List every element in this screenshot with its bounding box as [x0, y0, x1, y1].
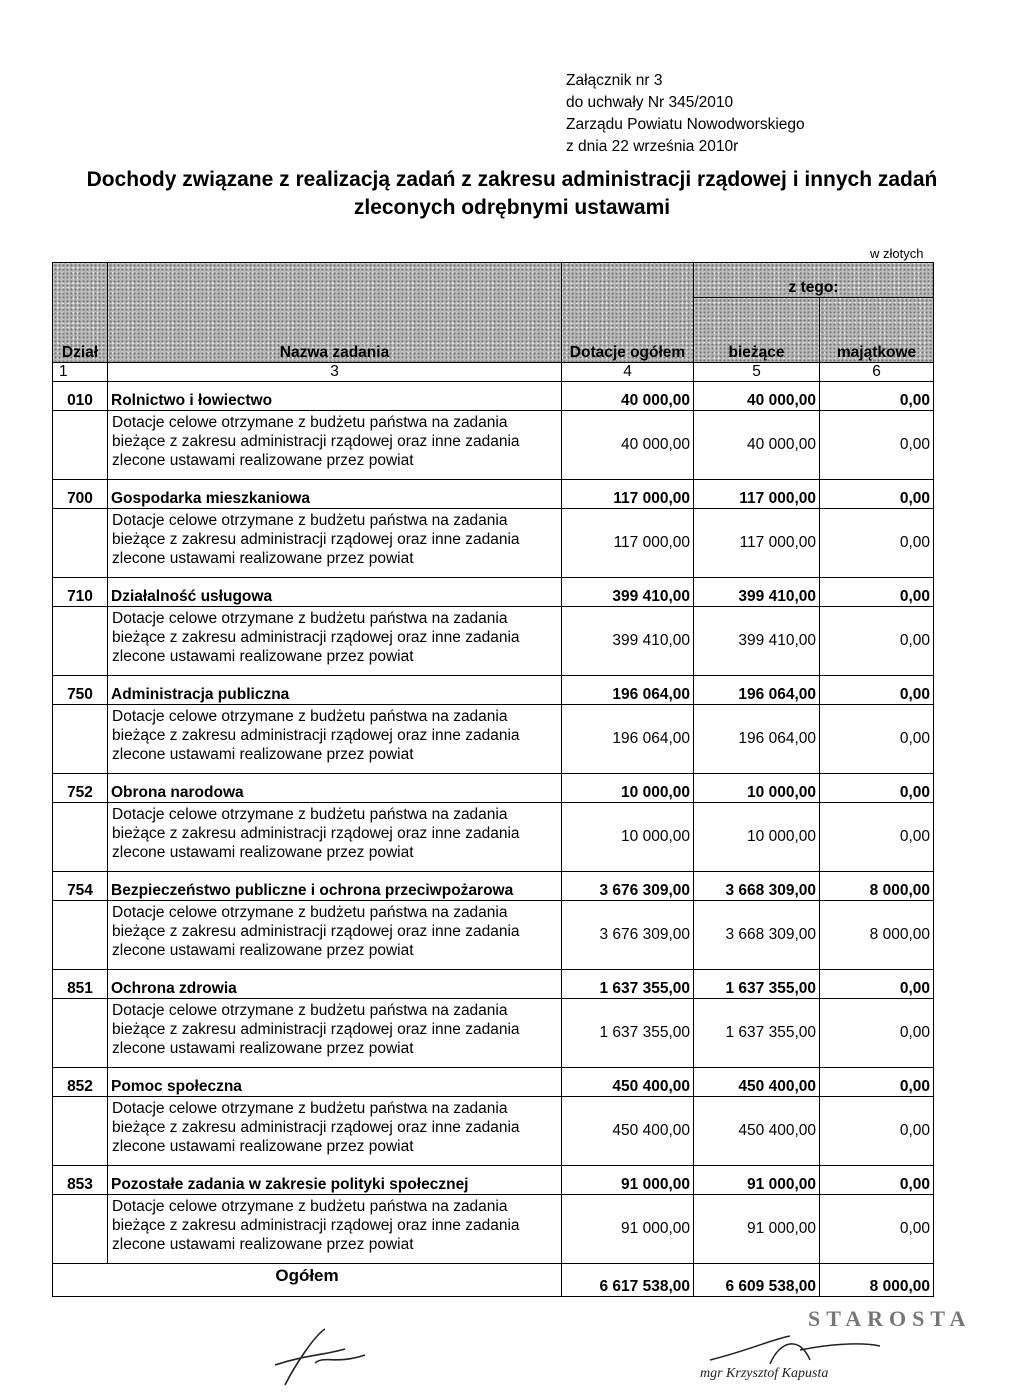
- section-majatkowe: 0,00: [820, 970, 934, 999]
- section-name: Bezpieczeństwo publiczne i ochrona przeciwpożarowa: [108, 872, 562, 901]
- detail-majatkowe: 0,00: [820, 803, 934, 872]
- detail-biezace: 91 000,00: [694, 1195, 820, 1264]
- section-biezace: 10 000,00: [694, 774, 820, 803]
- section-total: 450 400,00: [562, 1068, 694, 1097]
- header-biezace: bieżące: [694, 298, 820, 363]
- detail-description: [108, 803, 562, 872]
- detail-text-line2: bieżące z zakresu administracji rządowej oraz inne zadania: [112, 1021, 520, 1038]
- section-row: [53, 1166, 934, 1195]
- section-biezace: 399 410,00: [694, 578, 820, 607]
- detail-text-line1: Dotacje celowe otrzymane z budżetu państwa na zadania: [112, 1002, 508, 1019]
- board-name: Zarządu Powiatu Nowodworskiego: [566, 116, 805, 133]
- section-row: [53, 578, 934, 607]
- attachment-header: [566, 70, 805, 158]
- currency-unit: w złotych: [870, 246, 924, 261]
- detail-majatkowe: 0,00: [820, 607, 934, 676]
- detail-majatkowe: 0,00: [820, 1195, 934, 1264]
- detail-total: 1 637 355,00: [562, 999, 694, 1068]
- col-index-5: 5: [694, 363, 820, 382]
- handwritten-signature-left: [255, 1325, 375, 1394]
- detail-text-line3: zlecone ustawami realizowane przez powiat: [112, 844, 414, 861]
- total-label: Ogółem: [53, 1264, 562, 1297]
- header-nazwa-zadania: Nazwa zadania: [108, 263, 562, 363]
- dzial-blank: [53, 411, 108, 480]
- section-row: [53, 382, 934, 411]
- detail-biezace: 450 400,00: [694, 1097, 820, 1166]
- section-row: [53, 970, 934, 999]
- section-total: 117 000,00: [562, 480, 694, 509]
- dzial-code: 853: [53, 1166, 108, 1195]
- section-row: [53, 676, 934, 705]
- detail-total: 91 000,00: [562, 1195, 694, 1264]
- detail-biezace: 117 000,00: [694, 509, 820, 578]
- detail-majatkowe: 8 000,00: [820, 901, 934, 970]
- dzial-blank: [53, 1195, 108, 1264]
- col-index-6: 6: [820, 363, 934, 382]
- detail-total: 450 400,00: [562, 1097, 694, 1166]
- detail-majatkowe: 0,00: [820, 999, 934, 1068]
- detail-majatkowe: 0,00: [820, 1097, 934, 1166]
- detail-text-line1: Dotacje celowe otrzymane z budżetu państwa na zadania: [112, 904, 508, 921]
- dzial-blank: [53, 705, 108, 774]
- detail-majatkowe: 0,00: [820, 509, 934, 578]
- detail-majatkowe: 0,00: [820, 705, 934, 774]
- detail-text-line2: bieżące z zakresu administracji rządowej oraz inne zadania: [112, 1119, 520, 1136]
- total-majatkowe: 8 000,00: [820, 1264, 934, 1297]
- section-biezace: 450 400,00: [694, 1068, 820, 1097]
- header-dzial: Dział: [53, 263, 108, 363]
- section-majatkowe: 0,00: [820, 578, 934, 607]
- detail-biezace: 196 064,00: [694, 705, 820, 774]
- detail-row: [53, 705, 934, 774]
- detail-total: 196 064,00: [562, 705, 694, 774]
- detail-text-line3: zlecone ustawami realizowane przez powiat: [112, 746, 414, 763]
- detail-text-line1: Dotacje celowe otrzymane z budżetu państwa na zadania: [112, 806, 508, 823]
- section-majatkowe: 0,00: [820, 1166, 934, 1195]
- header-majatkowe: majątkowe: [820, 298, 934, 363]
- dzial-blank: [53, 1097, 108, 1166]
- section-total: 3 676 309,00: [562, 872, 694, 901]
- detail-text-line2: bieżące z zakresu administracji rządowej oraz inne zadania: [112, 727, 520, 744]
- dzial-blank: [53, 803, 108, 872]
- section-majatkowe: 0,00: [820, 774, 934, 803]
- detail-description: [108, 411, 562, 480]
- section-total: 196 064,00: [562, 676, 694, 705]
- detail-row: [53, 607, 934, 676]
- dzial-code: 852: [53, 1068, 108, 1097]
- section-name: Gospodarka mieszkaniowa: [108, 480, 562, 509]
- section-name: Obrona narodowa: [108, 774, 562, 803]
- section-total: 10 000,00: [562, 774, 694, 803]
- detail-description: [108, 1195, 562, 1264]
- detail-text-line3: zlecone ustawami realizowane przez powiat: [112, 1040, 414, 1057]
- detail-text-line2: bieżące z zakresu administracji rządowej oraz inne zadania: [112, 629, 520, 646]
- detail-description: [108, 901, 562, 970]
- col-index-3: 3: [108, 363, 562, 382]
- detail-text-line1: Dotacje celowe otrzymane z budżetu państwa na zadania: [112, 1100, 508, 1117]
- title-line-1: Dochody związane z realizacją zadań z zakresu administracji rządowej i innych zadań: [86, 168, 938, 191]
- detail-total: 40 000,00: [562, 411, 694, 480]
- section-name: Pozostałe zadania w zakresie polityki społecznej: [108, 1166, 562, 1195]
- detail-text-line3: zlecone ustawami realizowane przez powiat: [112, 1138, 414, 1155]
- header-dotacje-ogolem: Dotacje ogółem: [562, 263, 694, 363]
- col-index-1: 1: [53, 363, 108, 382]
- section-total: 1 637 355,00: [562, 970, 694, 999]
- title-line-2: zleconych odrębnymi ustawami: [353, 196, 671, 219]
- dzial-code: 010: [53, 382, 108, 411]
- detail-text-line2: bieżące z zakresu administracji rządowej oraz inne zadania: [112, 923, 520, 940]
- detail-biezace: 3 668 309,00: [694, 901, 820, 970]
- detail-row: [53, 1195, 934, 1264]
- detail-text-line1: Dotacje celowe otrzymane z budżetu państwa na zadania: [112, 610, 508, 627]
- detail-text-line2: bieżące z zakresu administracji rządowej oraz inne zadania: [112, 433, 520, 450]
- detail-description: [108, 1097, 562, 1166]
- detail-description: [108, 999, 562, 1068]
- resolution-number: do uchwały Nr 345/2010: [566, 94, 734, 111]
- detail-row: [53, 803, 934, 872]
- section-name: Działalność usługowa: [108, 578, 562, 607]
- dzial-code: 700: [53, 480, 108, 509]
- section-row: [53, 480, 934, 509]
- detail-text-line3: zlecone ustawami realizowane przez powiat: [112, 550, 414, 567]
- detail-total: 3 676 309,00: [562, 901, 694, 970]
- signer-name: mgr Krzysztof Kapusta: [700, 1366, 829, 1381]
- col-index-4: 4: [562, 363, 694, 382]
- dzial-blank: [53, 607, 108, 676]
- official-stamp: STAROSTA: [808, 1306, 972, 1331]
- detail-total: 10 000,00: [562, 803, 694, 872]
- income-table: [52, 262, 934, 1297]
- section-majatkowe: 0,00: [820, 676, 934, 705]
- section-biezace: 196 064,00: [694, 676, 820, 705]
- total-dotacje: 6 617 538,00: [562, 1264, 694, 1297]
- section-biezace: 3 668 309,00: [694, 872, 820, 901]
- total-biezace: 6 609 538,00: [694, 1264, 820, 1297]
- detail-text-line2: bieżące z zakresu administracji rządowej oraz inne zadania: [112, 1217, 520, 1234]
- section-name: Ochrona zdrowia: [108, 970, 562, 999]
- section-biezace: 40 000,00: [694, 382, 820, 411]
- detail-biezace: 399 410,00: [694, 607, 820, 676]
- detail-total: 399 410,00: [562, 607, 694, 676]
- section-total: 399 410,00: [562, 578, 694, 607]
- dzial-blank: [53, 901, 108, 970]
- detail-description: [108, 509, 562, 578]
- total-row: [53, 1264, 934, 1297]
- section-majatkowe: 0,00: [820, 480, 934, 509]
- detail-text-line3: zlecone ustawami realizowane przez powiat: [112, 942, 414, 959]
- detail-biezace: 40 000,00: [694, 411, 820, 480]
- detail-majatkowe: 0,00: [820, 411, 934, 480]
- resolution-date: z dnia 22 września 2010r: [566, 138, 739, 155]
- section-row: [53, 872, 934, 901]
- detail-text-line3: zlecone ustawami realizowane przez powiat: [112, 452, 414, 469]
- dzial-code: 710: [53, 578, 108, 607]
- detail-text-line3: zlecone ustawami realizowane przez powiat: [112, 1236, 414, 1253]
- dzial-blank: [53, 999, 108, 1068]
- dzial-blank: [53, 509, 108, 578]
- dzial-code: 750: [53, 676, 108, 705]
- section-total: 40 000,00: [562, 382, 694, 411]
- detail-row: [53, 901, 934, 970]
- section-row: [53, 1068, 934, 1097]
- section-biezace: 91 000,00: [694, 1166, 820, 1195]
- detail-total: 117 000,00: [562, 509, 694, 578]
- detail-text-line1: Dotacje celowe otrzymane z budżetu państwa na zadania: [112, 512, 508, 529]
- detail-row: [53, 509, 934, 578]
- attachment-number: Załącznik nr 3: [566, 72, 663, 89]
- detail-text-line1: Dotacje celowe otrzymane z budżetu państwa na zadania: [112, 1198, 508, 1215]
- section-majatkowe: 0,00: [820, 382, 934, 411]
- detail-text-line3: zlecone ustawami realizowane przez powiat: [112, 648, 414, 665]
- detail-description: [108, 607, 562, 676]
- detail-description: [108, 705, 562, 774]
- dzial-code: 851: [53, 970, 108, 999]
- document-title: [30, 166, 994, 222]
- dzial-code: 754: [53, 872, 108, 901]
- section-name: Pomoc społeczna: [108, 1068, 562, 1097]
- detail-text-line1: Dotacje celowe otrzymane z budżetu państwa na zadania: [112, 414, 508, 431]
- section-majatkowe: 0,00: [820, 1068, 934, 1097]
- section-biezace: 1 637 355,00: [694, 970, 820, 999]
- detail-row: [53, 999, 934, 1068]
- section-total: 91 000,00: [562, 1166, 694, 1195]
- section-name: Administracja publiczna: [108, 676, 562, 705]
- section-majatkowe: 8 000,00: [820, 872, 934, 901]
- section-row: [53, 774, 934, 803]
- detail-row: [53, 1097, 934, 1166]
- detail-text-line2: bieżące z zakresu administracji rządowej oraz inne zadania: [112, 825, 520, 842]
- column-index-row: [53, 363, 934, 382]
- detail-text-line2: bieżące z zakresu administracji rządowej oraz inne zadania: [112, 531, 520, 548]
- detail-biezace: 1 637 355,00: [694, 999, 820, 1068]
- dzial-code: 752: [53, 774, 108, 803]
- detail-text-line1: Dotacje celowe otrzymane z budżetu państwa na zadania: [112, 708, 508, 725]
- detail-biezace: 10 000,00: [694, 803, 820, 872]
- section-biezace: 117 000,00: [694, 480, 820, 509]
- detail-row: [53, 411, 934, 480]
- section-name: Rolnictwo i łowiectwo: [108, 382, 562, 411]
- header-z-tego: z tego:: [694, 263, 934, 298]
